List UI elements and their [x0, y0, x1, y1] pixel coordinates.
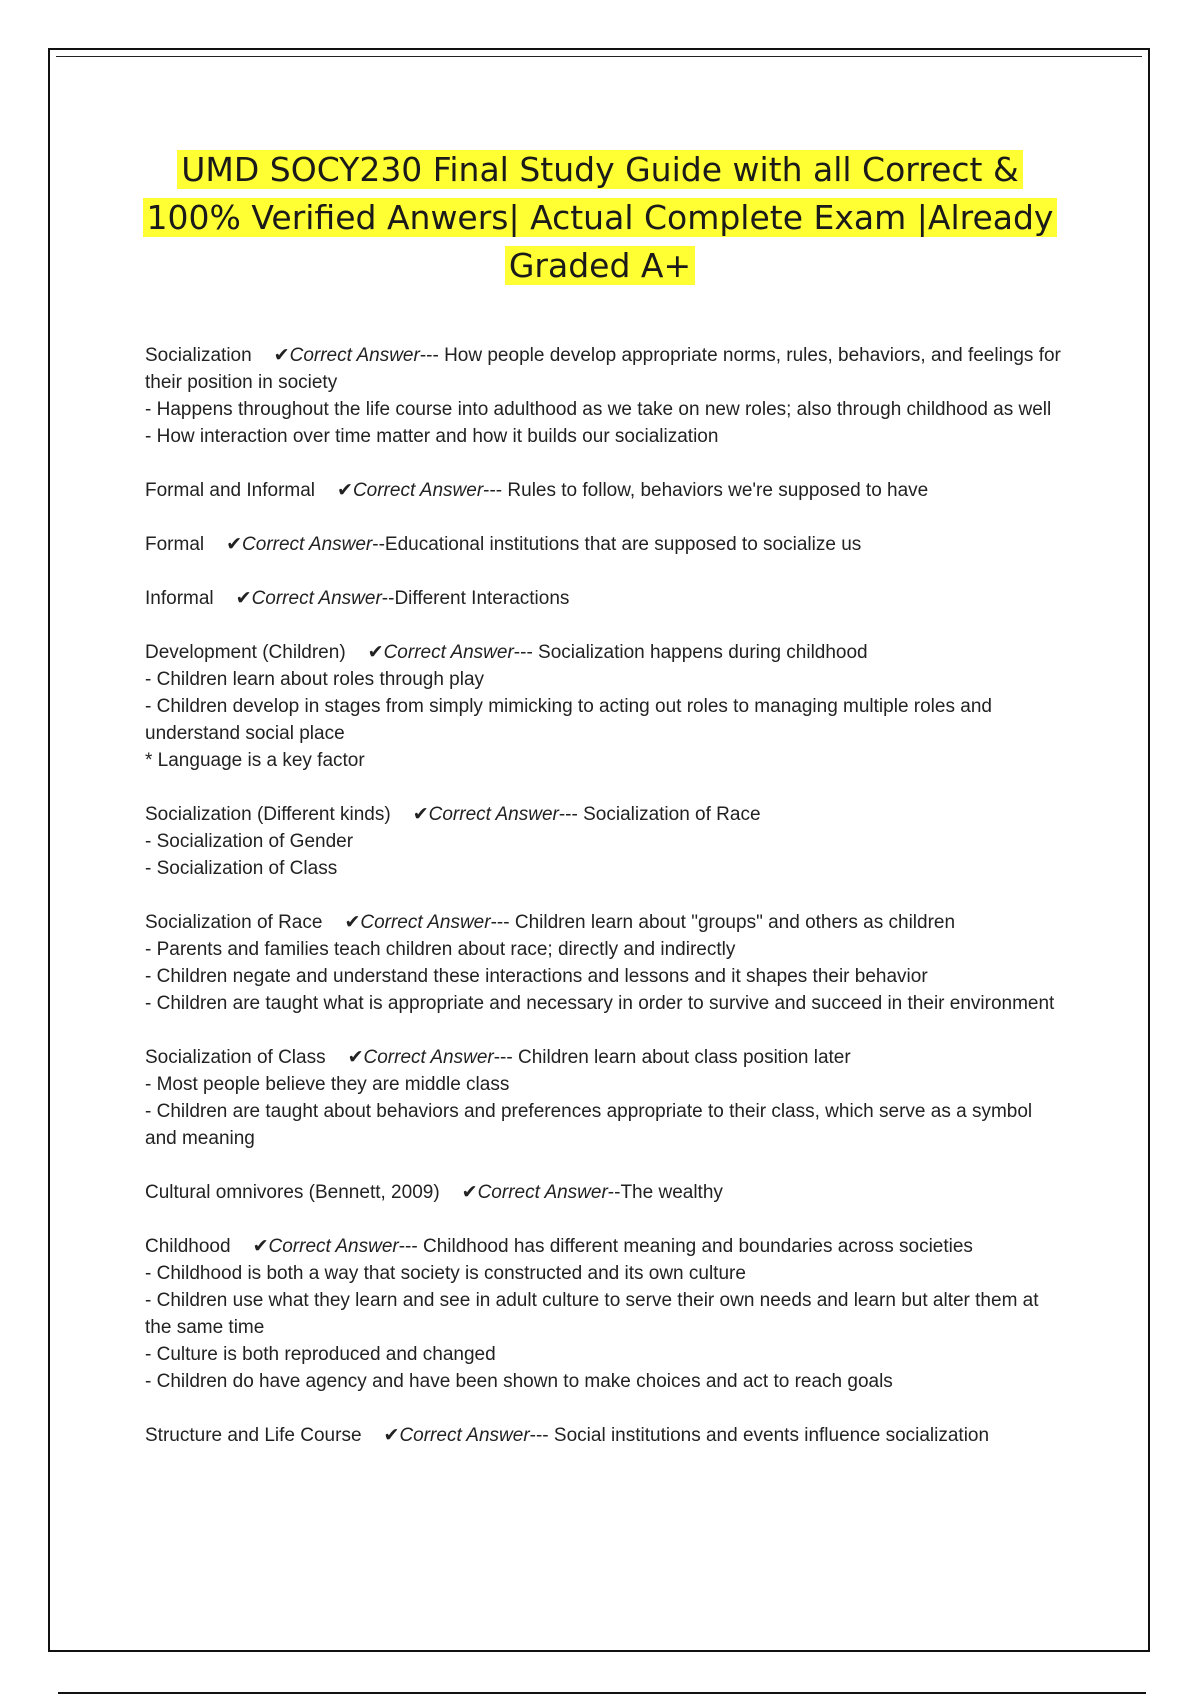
checkmark-icon: ✔ — [337, 480, 353, 501]
correct-answer-label: Correct Answer — [477, 1182, 608, 1203]
correct-answer-label: Correct Answer — [383, 642, 514, 663]
term: Development (Children) — [145, 642, 346, 663]
correct-answer-label: Correct Answer — [251, 588, 382, 609]
answer-separator: -- — [607, 1182, 621, 1203]
checkmark-icon: ✔ — [273, 345, 290, 366]
answer-detail-line: - Culture is both reproduced and changed — [145, 1344, 496, 1365]
qa-entry-first-line — [145, 639, 1065, 666]
qa-entry — [145, 639, 1065, 774]
answer-separator: --- — [419, 345, 439, 366]
checkmark-icon: ✔ — [383, 1425, 400, 1446]
qa-entry-first-line — [145, 1233, 1065, 1260]
answer-detail-line: - Happens throughout the life course into adulthood as we take on new roles; also through childhood as well — [145, 399, 1052, 420]
qa-entry-first-line — [145, 801, 1065, 828]
qa-entry-first-line — [145, 1179, 1065, 1206]
qa-entry — [145, 477, 1065, 504]
qa-entry-first-line — [145, 531, 1065, 558]
study-guide-content — [145, 342, 1065, 1476]
answer-text: Childhood has different meaning and boundaries across societies — [417, 1236, 973, 1257]
qa-entry-first-line — [145, 477, 1065, 504]
term: Formal — [145, 534, 205, 555]
answer-text: Socialization of Race — [577, 804, 761, 825]
answer-detail-line: - Children are taught about behaviors and preferences appropriate to their class, which serve as a symbol and meaning — [145, 1101, 1033, 1149]
qa-entry-first-line — [145, 909, 1065, 936]
correct-answer-label: Correct Answer — [399, 1425, 530, 1446]
answer-text: Different Interactions — [394, 588, 570, 609]
answer-detail-line: - Childhood is both a way that society is constructed and its own culture — [145, 1263, 746, 1284]
answer-text: How people develop appropriate norms, rules, behaviors, and feelings for their position in society — [145, 345, 1061, 393]
correct-answer-label: Correct Answer — [352, 480, 484, 501]
answer-separator: --- — [529, 1425, 549, 1446]
qa-entry-first-line — [145, 1044, 1065, 1071]
qa-entry — [145, 585, 1065, 612]
answer-detail-line: - Children develop in stages from simply mimicking to acting out roles to managing multiple roles and understand social place — [145, 696, 992, 744]
term: Structure and Life Course — [145, 1425, 362, 1446]
qa-entry — [145, 342, 1065, 450]
term: Cultural omnivores (Bennett, 2009) — [145, 1182, 440, 1203]
answer-separator: --- — [490, 912, 510, 933]
answer-text: Rules to follow, behaviors we're supposed to have — [502, 480, 929, 501]
correct-answer-label: Correct Answer — [360, 912, 491, 933]
qa-entry-first-line — [145, 1422, 1065, 1449]
qa-entry-first-line — [145, 585, 1065, 612]
qa-entry — [145, 1044, 1065, 1152]
checkmark-icon: ✔ — [252, 1236, 269, 1257]
checkmark-icon: ✔ — [235, 588, 252, 609]
checkmark-icon: ✔ — [344, 912, 361, 933]
answer-detail-line: - Parents and families teach children about race; directly and indirectly — [145, 939, 736, 960]
answer-text: Socialization happens during childhood — [532, 642, 868, 663]
answer-text: Children learn about "groups" and others as children — [509, 912, 956, 933]
answer-detail-line: - Children are taught what is appropriate and necessary in order to survive and succeed in their environment — [145, 993, 1055, 1014]
term: Formal and Informal — [145, 480, 316, 501]
term: Socialization — [145, 345, 252, 366]
answer-detail-line: - Children do have agency and have been shown to make choices and act to reach goals — [145, 1371, 893, 1392]
correct-answer-label: Correct Answer — [242, 534, 373, 555]
answer-text: Educational institutions that are supposed to socialize us — [384, 534, 862, 555]
answer-detail-line: - Children learn about roles through play — [145, 669, 485, 690]
checkmark-icon: ✔ — [461, 1182, 478, 1203]
qa-entry — [145, 909, 1065, 1017]
answer-detail-line: - Socialization of Class — [145, 858, 338, 879]
term: Socialization of Class — [145, 1047, 326, 1068]
qa-entry — [145, 1233, 1065, 1395]
qa-entry — [145, 1422, 1065, 1449]
correct-answer-label: Correct Answer — [363, 1047, 494, 1068]
term: Childhood — [145, 1236, 231, 1257]
answer-separator: --- — [558, 804, 578, 825]
answer-detail-line: - Children negate and understand these interactions and lessons and it shapes their behavior — [145, 966, 928, 987]
term: Informal — [145, 588, 214, 609]
answer-separator: --- — [513, 642, 533, 663]
answer-text: The wealthy — [620, 1182, 723, 1203]
answer-detail-line: - Socialization of Gender — [145, 831, 354, 852]
answer-detail-line: - Children use what they learn and see in adult culture to serve their own needs and learn but alter them at the same time — [145, 1290, 1039, 1338]
correct-answer-label: Correct Answer — [428, 804, 559, 825]
correct-answer-label: Correct Answer — [289, 345, 420, 366]
answer-text: Children learn about class position later — [512, 1047, 851, 1068]
answer-separator: -- — [381, 588, 395, 609]
entry-list — [145, 342, 1065, 1449]
answer-text: Social institutions and events influence socialization — [548, 1425, 990, 1446]
document-title — [130, 146, 1070, 290]
term: Socialization of Race — [145, 912, 323, 933]
correct-answer-label: Correct Answer — [268, 1236, 399, 1257]
answer-detail-line: - How interaction over time matter and how it builds our socialization — [145, 426, 719, 447]
checkmark-icon: ✔ — [347, 1047, 364, 1068]
answer-separator: --- — [483, 480, 503, 501]
answer-separator: -- — [372, 534, 385, 555]
page-bottom-rule — [58, 1692, 1146, 1694]
answer-detail-line: * Language is a key factor — [145, 750, 365, 771]
answer-separator: --- — [493, 1047, 513, 1068]
answer-separator: --- — [398, 1236, 418, 1257]
document-title-text: UMD SOCY230 Final Study Guide with all Correct & 100% Verified Anwers| Actual Complete Exam |Already Graded A+ — [143, 150, 1058, 285]
qa-entry — [145, 1179, 1065, 1206]
qa-entry — [145, 531, 1065, 558]
qa-entry — [145, 801, 1065, 882]
checkmark-icon: ✔ — [367, 642, 384, 663]
checkmark-icon: ✔ — [226, 534, 243, 555]
checkmark-icon: ✔ — [412, 804, 429, 825]
answer-detail-line: - Most people believe they are middle class — [145, 1074, 510, 1095]
qa-entry-first-line — [145, 342, 1065, 396]
term: Socialization (Different kinds) — [145, 804, 391, 825]
